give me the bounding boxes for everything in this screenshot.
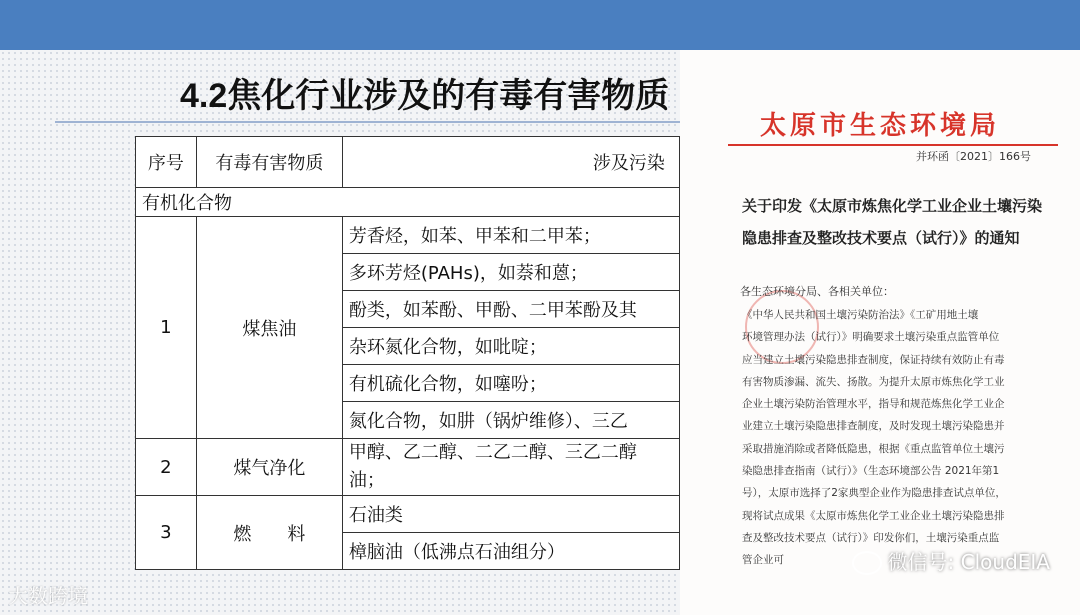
row-item: 酚类，如苯酚、甲酚、二甲苯酚及其 (342, 291, 679, 328)
header-pollution: 涉及污染 (342, 137, 679, 188)
slide-title: 4.2焦化行业涉及的有毒有害物质 (180, 77, 670, 115)
table-row (136, 217, 680, 254)
row-substance: 煤焦油 (196, 217, 342, 439)
document-body (742, 304, 1060, 572)
official-document (680, 50, 1080, 615)
row-item: 杂环氮化合物，如吡啶； (342, 328, 679, 365)
header-substance: 有毒有害物质 (196, 137, 342, 188)
document-salutation: 各生态环境分局、各相关单位： (740, 285, 894, 298)
document-body-line: 采取措施消除或者降低隐患，根据《重点监管单位土壤污 (742, 442, 1005, 455)
document-number: 并环函〔2021〕166号 (916, 150, 1031, 163)
top-banner (0, 0, 1080, 50)
document-red-rule (728, 144, 1058, 146)
row-item (342, 439, 679, 496)
group-label: 有机化合物 (136, 188, 680, 217)
row-item: 多环芳烃(PAHs)，如萘和蒽； (342, 254, 679, 291)
brand-logo-text: 大数跨境 (8, 584, 88, 608)
brand-logo (8, 580, 88, 609)
document-body-line: 有害物质渗漏、流失、扬散。为提升太原市炼焦化学工业 (742, 375, 1005, 388)
row-item-line: 甲醇、乙二醇、二乙二醇、三乙二醇 (348, 442, 637, 463)
watermark-text: 微信号: CloudEIA (887, 549, 1050, 574)
document-body-line: 号），太原市选择了2家典型企业作为隐患排查试点单位， (742, 487, 1006, 500)
document-body-line: 环境管理办法（试行）》明确要求土壤污染重点监管单位 (742, 331, 1000, 344)
header-no: 序号 (136, 137, 197, 188)
row-number: 3 (136, 496, 197, 570)
table-header-row (136, 137, 680, 188)
table-group-row (136, 188, 680, 217)
row-item: 氮化合物，如肼（锅炉维修）、三乙 (342, 402, 679, 439)
document-body-line: 查及整改技术要点（试行）》印发你们，土壤污染重点监 (742, 531, 1000, 544)
row-item: 芳香烃，如苯、甲苯和二甲苯； (342, 217, 679, 254)
row-number: 1 (136, 217, 197, 439)
row-item: 石油类 (342, 496, 679, 533)
document-body-line: 应当建立土壤污染隐患排查制度，保证持续有效防止有毒 (742, 353, 1005, 366)
document-title-line: 关于印发《太原市炼焦化学工业企业土壤污染 (742, 197, 1043, 215)
document-title (742, 190, 1062, 254)
document-body-line: 业建立土壤污染隐患排查制度，及时发现土壤污染隐患并 (742, 420, 1005, 433)
row-item-line: 油； (348, 470, 385, 491)
document-agency: 太原市生态环境局 (760, 111, 1001, 141)
document-body-line: 管企业可 (742, 554, 784, 567)
document-body-line: 企业土壤污染防治管理水平，指导和规范炼焦化学工业企 (742, 398, 1005, 411)
row-number: 2 (136, 439, 197, 496)
presentation-slide (0, 50, 680, 615)
wechat-icon (852, 551, 882, 575)
row-substance: 煤气净化 (196, 439, 342, 496)
wechat-watermark (852, 546, 1050, 576)
table-row (136, 439, 680, 496)
document-body-line: 染隐患排查指南（试行）》（生态环境部公告 2021年第1 (742, 465, 1000, 478)
row-substance: 燃 料 (196, 496, 342, 570)
row-item: 有机硫化合物，如噻吩； (342, 365, 679, 402)
document-body-line: 现将试点成果《太原市炼焦化学工业企业土壤污染隐患排 (742, 509, 1005, 522)
document-body-line: 《中华人民共和国土壤污染防治法》《工矿用地土壤 (742, 309, 979, 321)
table-row (136, 496, 680, 533)
title-divider (55, 121, 680, 123)
toxic-substances-table (135, 136, 680, 570)
row-item: 樟脑油（低沸点石油组分） (342, 533, 679, 570)
document-title-line: 隐患排查及整改技术要点（试行）》的通知 (742, 229, 1020, 247)
